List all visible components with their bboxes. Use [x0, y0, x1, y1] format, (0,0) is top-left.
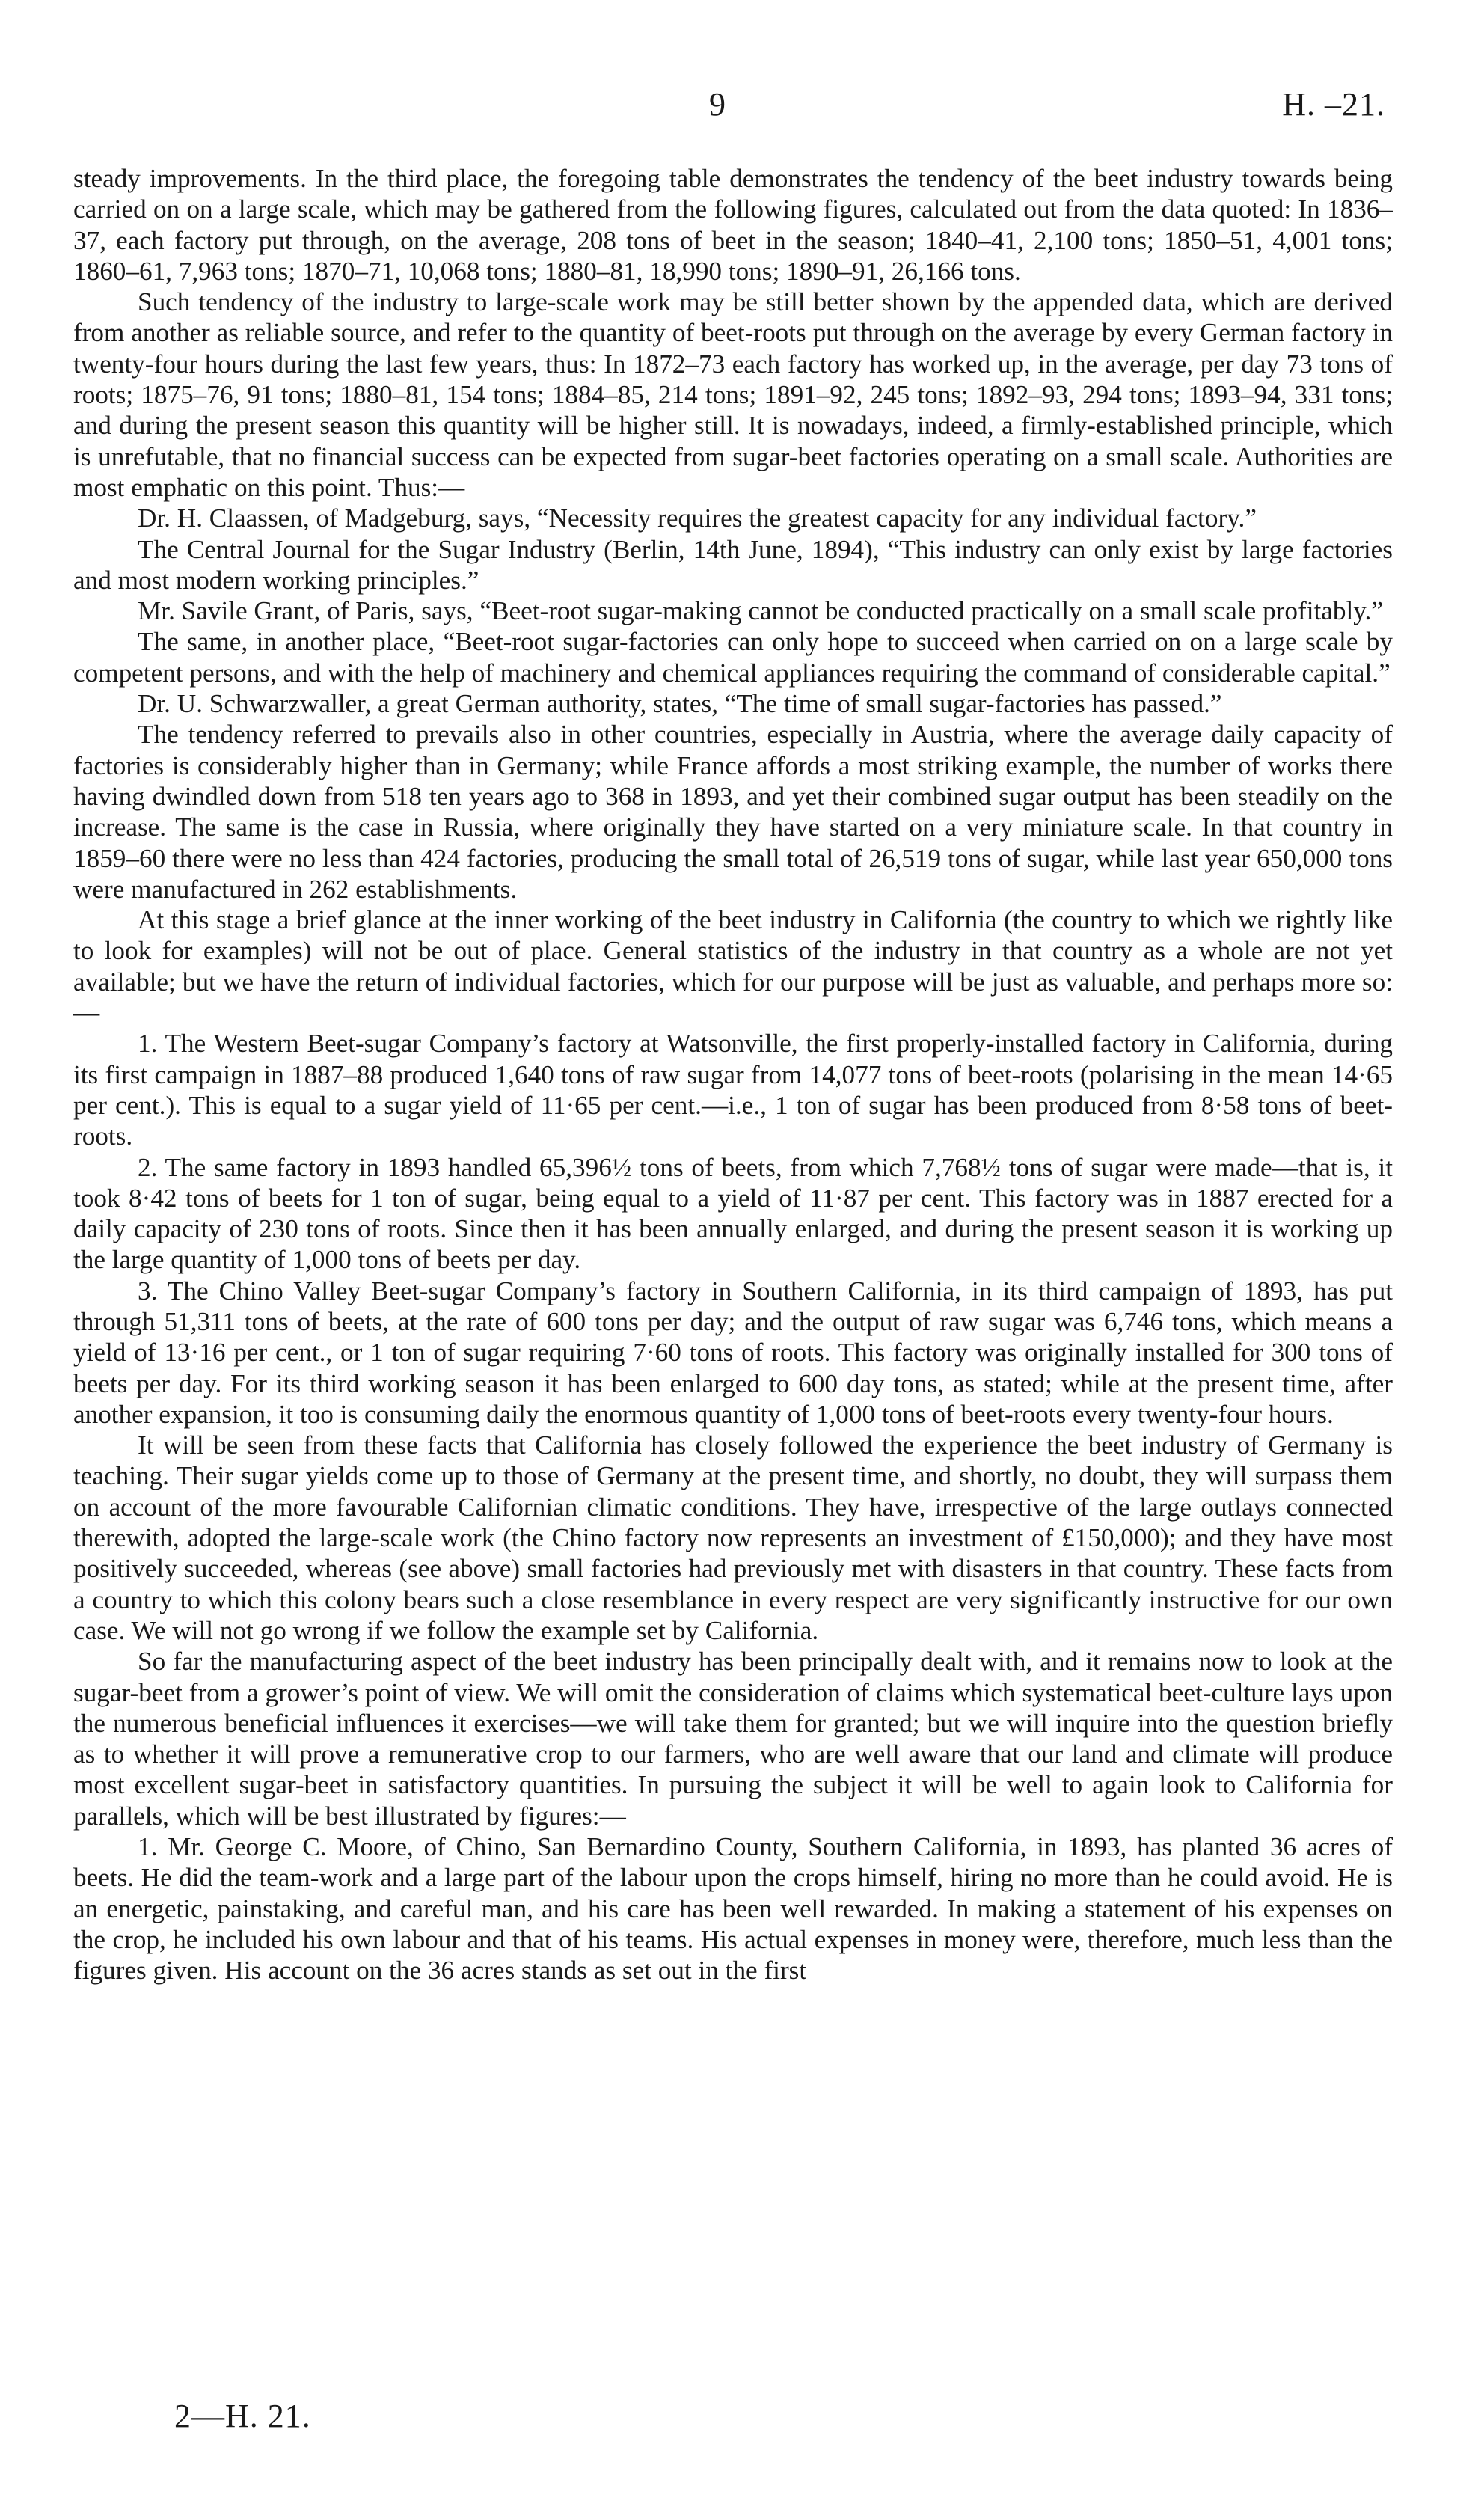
- page-number: 9: [709, 86, 726, 123]
- quote-paragraph: Dr. U. Schwarzwaller, a great German authority, states, “The time of small sugar-factories has passed.”: [138, 689, 1222, 719]
- paragraph: steady improvements. In the third place, the foregoing table demonstrates the tendency of the beet industry towards being carried on on a large scale, which may be gathered from the following figures, calculated out from the data quoted: In 1836–37, each factory put through, on the average, 208 tons of beet in the season; 1840–41, 2,100 tons; 1850–51, 4,001 tons; 1860–61, 7,963 tons; 1870–71, 10,068 tons; 1880–81, 18,990 tons; 1890–91, 26,166 tons.: [73, 164, 1393, 286]
- quote-paragraph: Mr. Savile Grant, of Paris, says, “Beet-root sugar-making cannot be conducted practically on a small scale profitably.”: [138, 596, 1383, 626]
- signature-mark: 2—H. 21.: [174, 2398, 311, 2434]
- quote-paragraph: The same, in another place, “Beet-root sugar-factories can only hope to succeed when carried on on a large scale by competent persons, and with the help of machinery and chemical appliances requiring the command of considerable capital.”: [73, 627, 1393, 688]
- paragraph: At this stage a brief glance at the inner working of the beet industry in California (the country to which we rightly like to look for examples) will not be out of place. General statistics of the industry in that country as a whole are not yet available; but we have the return of individual factories, which for our purpose will be just as valuable, and perhaps more so:—: [73, 905, 1393, 1028]
- numbered-paragraph: 1. The Western Beet-sugar Company’s factory at Watsonville, the first properly-installed factory in California, during its first campaign in 1887–88 produced 1,640 tons of raw sugar from 14,077 tons of beet-roots (polarising in the mean 14·65 per cent.). This is equal to a sugar yield of 11·65 per cent.—i.e., 1 ton of sugar has been produced from 8·58 tons of beet-roots.: [73, 1029, 1393, 1151]
- numbered-paragraph: 1. Mr. George C. Moore, of Chino, San Bernardino County, Southern California, in 1893, has planted 36 acres of beets. He did the team-work and a large part of the labour upon the crops himself, hiring no more than he could avoid. He is an energetic, painstaking, and careful man, and his care has been well rewarded. In making a statement of his expenses on the crop, he included his own labour and that of his teams. His actual expenses in money were, therefore, much less than the figures given. His account on the 36 acres stands as set out in the first: [73, 1832, 1393, 1986]
- body-text: [73, 163, 1393, 1986]
- paragraph: So far the manufacturing aspect of the beet industry has been principally dealt with, and it remains now to look at the sugar-beet from a grower’s point of view. We will omit the consideration of claims which systematical beet-culture lays upon the numerous beneficial influences it exercises—we will take them for granted; but we will inquire into the question briefly as to whether it will prove a remunerative crop to our farmers, who are well aware that our land and climate will produce most excellent sugar-beet in satisfactory quantities. In pursuing the subject it will be well to again look to California for parallels, which will be best illustrated by figures:—: [73, 1647, 1393, 1831]
- paragraph: The tendency referred to prevails also in other countries, especially in Austria, where the average daily capacity of factories is considerably higher than in Germany; while France affords a most striking example, the number of works there having dwindled down from 518 ten years ago to 368 in 1893, and yet their combined sugar output has been steadily on the increase. The same is the case in Russia, where originally they have started on a very miniature scale. In that country in 1859–60 there were no less than 424 factories, producing the small total of 26,519 tons of sugar, while last year 650,000 tons were manufactured in 262 establishments.: [73, 720, 1393, 904]
- numbered-paragraph: 3. The Chino Valley Beet-sugar Company’s factory in Southern California, in its third campaign of 1893, has put through 51,311 tons of beets, at the rate of 600 tons per day; and the output of raw sugar was 6,746 tons, which means a yield of 13·16 per cent., or 1 ton of sugar requiring 7·60 tons of roots. This factory was originally installed for 300 tons of beets per day. For its third working season it has been enlarged to 600 day tons, as stated; while at the present time, after another expansion, it too is consuming daily the enormous quantity of 1,000 tons of beet-roots every twenty-four hours.: [73, 1276, 1393, 1429]
- quote-paragraph: Dr. H. Claassen, of Madgeburg, says, “Necessity requires the greatest capacity for any individual factory.”: [138, 503, 1257, 533]
- quote-paragraph: The Central Journal for the Sugar Industry (Berlin, 14th June, 1894), “This industry can only exist by large factories and most modern working principles.”: [73, 534, 1393, 595]
- paragraph: Such tendency of the industry to large-scale work may be still better shown by the appended data, which are derived from another as reliable source, and refer to the quantity of beet-roots put through on the average by every German factory in twenty-four hours during the last few years, thus: In 1872–73 each factory has worked up, in the average, per day 73 tons of roots; 1875–76, 91 tons; 1880–81, 154 tons; 1884–85, 214 tons; 1891–92, 245 tons; 1892–93, 294 tons; 1893–94, 331 tons; and during the present season this quantity will be higher still. It is nowadays, indeed, a firmly-established principle, which is unrefutable, that no financial success can be expected from sugar-beet factories operating on a small scale. Authorities are most emphatic on this point. Thus:—: [73, 287, 1393, 502]
- numbered-paragraph: 2. The same factory in 1893 handled 65,396½ tons of beets, from which 7,768½ tons of sugar were made—that is, it took 8·42 tons of beets for 1 ton of sugar, being equal to a yield of 11·87 per cent. This factory was in 1887 erected for a daily capacity of 230 tons of roots. Since then it has been annually enlarged, and during the present season it is working up the large quantity of 1,000 tons of beets per day.: [73, 1152, 1393, 1275]
- document-reference: H. –21.: [1282, 86, 1385, 123]
- paragraph: It will be seen from these facts that California has closely followed the experience the beet industry of Germany is teaching. Their sugar yields come up to those of Germany at the present time, and shortly, no doubt, they will surpass them on account of the more favourable Californian climatic conditions. They have, irrespective of the large outlays connected therewith, adopted the large-scale work (the Chino factory now represents an investment of £150,000); and they have most positively succeeded, whereas (see above) small factories had previously met with disasters in that country. These facts from a country to which this colony bears such a close resemblance in every respect are very significantly instructive for our own case. We will not go wrong if we follow the example set by California.: [73, 1430, 1393, 1645]
